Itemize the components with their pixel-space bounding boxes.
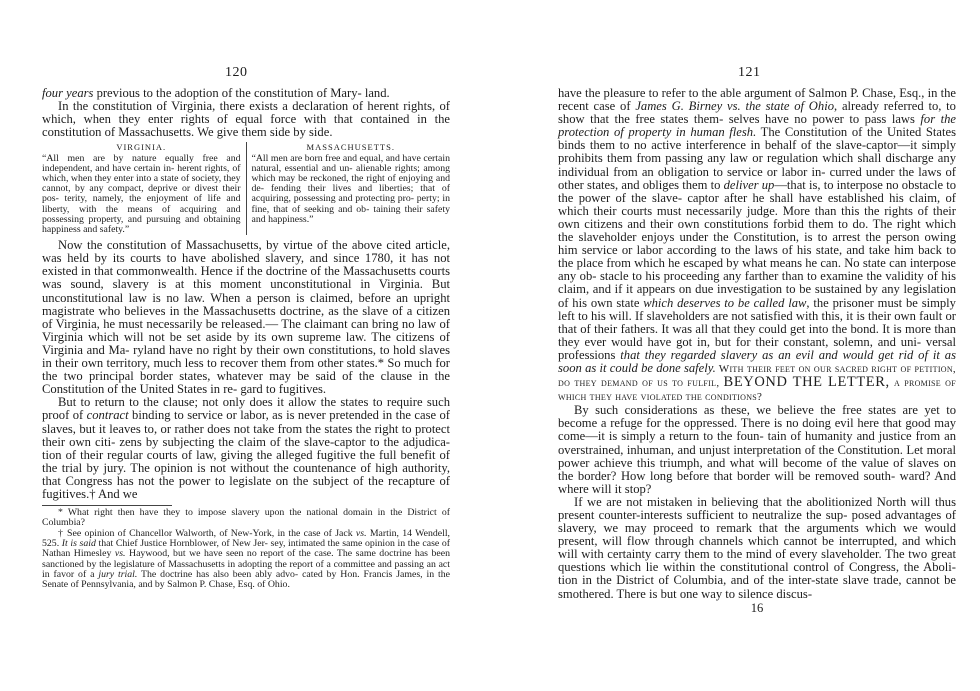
paragraph: In the constitution of Virginia, there exists a declaration of herent rights, of which, when they enter rights of equal force with that contained in the constitution of Massachusetts. We give them side by side. (42, 99, 450, 140)
italic-phrase: which deserves to be called law (643, 295, 807, 310)
footnote-text: † See opinion of Chancellor Walworth, of New-York, in the case of Jack (58, 527, 356, 539)
paragraph-text: have the pleasure to refer to the able argument of Salmon P. Chase, Esq., in the recent case of (558, 86, 956, 114)
paragraph-text: , already referred to, to show that the free states them- selves have no power to pass laws (558, 99, 956, 127)
footnote-text: Martin, 14 Wendell, 525. (42, 527, 450, 549)
paragraph-text: But to return to the clause; not only does it allow the states to require such proof of (42, 395, 450, 423)
right-text-column (558, 87, 956, 616)
paragraph (558, 87, 956, 404)
quote-text: “All men are by nature equally free and independent, and have certain in- herent rights, of which, when they enter into a state of society, they cannot, by any compact, deprive or divest their pos- terity, namely, the enjoyment of life and liberty, with the means of acquiring and possessing property, and pursuing and obtaining happiness and safety.” (42, 152, 241, 235)
footnote-text: that Chief Justice Hornblower, of New Jer- sey, intimated the same opinion in the case of Nathan Himesley (42, 537, 451, 560)
comparison-table (42, 142, 450, 235)
italic-phrase: for the protection of property in human flesh. (558, 112, 956, 140)
italic-phrase: four years (42, 86, 94, 100)
paragraph: If we are not mistaken in believing that the abolitionized North will thus present counter-interests sufficient to neutralize the sup- posed advantages of slavery, we may proceed to remark that the arguments which we would present, will flow through channels which cannot be interrupted, and which will with certainty carry them to the mind of every slaveholder. The two great questions which lie within the constitutional control of Congress, the Aboli- tion in the District of Columbia, and of the inter-state slave trade, cannot be smothered. There is but one way to silence discus- (558, 494, 956, 601)
right-page (512, 0, 960, 691)
italic-phrase: that they regarded slavery as an evil and would get rid of it as soon as it could be done safely. (558, 347, 956, 375)
italic-phrase: James G. Birney vs. the state of Ohio (635, 99, 834, 114)
massachusetts-column (247, 142, 451, 235)
small-caps-text: With their feet on our sacred right of petition, do they demand of us to fulfil, (558, 362, 956, 390)
column-heading: VIRGINIA. (116, 142, 167, 153)
page-number-right: 121 (738, 65, 761, 80)
column-heading: MASSACHUSETTS. (306, 142, 395, 153)
paragraph-text: The Constitution of the United States binds them to no active interference in behalf of the slave-captor—it simply prohibits them from passing any law or regulation which shall discharge any individual from an obligation to service or labor in- curred under the laws of other states, and obliges them to (558, 125, 956, 192)
footnote: * What right then have they to impose slavery upon the national domain in the District of Columbia? (42, 507, 450, 529)
paragraph-text: —that is, to interpose no obstacle to the power of the slave- captor after he shall have established his claim, of which their courts must necessarily judge. More than this the rights of their own citizens and their own constitutions forbid them to do. The right which the slaveholder enjoys under the Constitution, is to arrest the person owing him service or labor according to the laws of his state, and take him back to the place from which he escaped by what means he can. No state can interpose any ob- stacle to his proceeding any farther than to examine the validity of his claim, and if it appears on due investigation to be sustained by any legislation of his own state (558, 177, 956, 310)
paragraph-text: , the prisoner must be simply left to his will. If slaveholders are not satisfied with this, it is their own fault or that of their fathers. It was all that they could get into the bond. It is more than they ever would have got in, but for their constant, solemn, and uni- versal professions (558, 295, 956, 362)
left-text-column (42, 87, 450, 590)
footnote (42, 529, 450, 591)
italic-phrase: deliver up (723, 177, 775, 192)
virginia-column (42, 142, 247, 235)
small-caps-text: a promise of which they have violated the conditions? (558, 377, 956, 404)
italic-phrase: jury trial. (98, 568, 138, 580)
paragraph: Now the constitution of Massachusetts, by virtue of the above cited article, was held by its courts to have abolished slavery, and since 1780, it has not existed in that commonwealth. Hence if the doctrine of the Massachusetts courts was sound, slavery is at this moment unconstitutional in Virginia. But unconstitutional law is no law. When a person is claimed, before an upright magistrate who believes in the Massachusetts doctrine, as the slave of a citizen of Virginia, he must necessarily be released.— The claimant can bring no law of Virginia which will not be set aside by its own supreme law. The citizens of Virginia and Ma- ryland have no right by their own constitutions, to hold slaves in their own territory, much less to recover them from other states.* So much for the two principal border states, whatever may be said of the clause in the Constitution of the United States in re- gard to fugitives. (42, 238, 450, 397)
italic-word: contract (86, 408, 129, 423)
signature-mark: 16 (750, 600, 764, 615)
italic-word: vs. (355, 527, 367, 539)
quote-text: “All men are born free and equal, and have certain natural, essential and un- alienable rights; among which may be reckoned, the right of enjoying and de- fending their lives and liberties; that of acquiring, possessing and protecting pro- perty; in fine, that of seeking and ob- taining their safety and happiness.” (251, 152, 450, 225)
paragraph: By such considerations as these, we believe the free states are yet to become a refuge for the oppressed. There is no doing evil here that good may come—it is simply a return to the foun- tain of humanity and justice from an overstrained, inhuman, and unjust interpretation of the Constitution. Let moral power achieve this triumph, and what will become of the value of slaves on the border? How long before that border will be removed south- ward? And where will it stop? (558, 403, 956, 496)
paragraph-text: binding to service or labor, as is never pretended in the case of slaves, but it leaves to, or rather does not take from the states the right to protect their own citi- zens by subjecting the claim of the slave-captor to the adjudica- tion of their regular courts of law, giving the alleged fugitive the full benefit of the trial by jury. The opinion is not without the countenance of high authority, that Congress has not the power to legislate on the subject of the recapture of fugitives.† And we (42, 408, 450, 501)
italic-word: vs. (114, 548, 126, 560)
emphasis-caps: BEYOND THE LETTER, (723, 374, 890, 391)
footnote-divider (42, 505, 172, 506)
page-number-left: 120 (225, 65, 248, 80)
paragraph-text: previous to the adoption of the constitution of Mary- land. (93, 86, 390, 100)
paragraph (42, 396, 450, 501)
italic-phrase: It is said (61, 537, 96, 549)
left-page (0, 0, 470, 691)
footnote-text: Haywood, but we have seen no report of the case. The same doctrine has been sanctioned by the legislature of Massachusetts in adopting the report of a committee and passing an act in favor of a (42, 548, 450, 580)
footnote-text: The doctrine has also been ably advo- cated by Hon. Francis James, in the Senate of Pennsylvania, and by Salmon P. Chase, Esq. of Ohio. (42, 568, 450, 591)
